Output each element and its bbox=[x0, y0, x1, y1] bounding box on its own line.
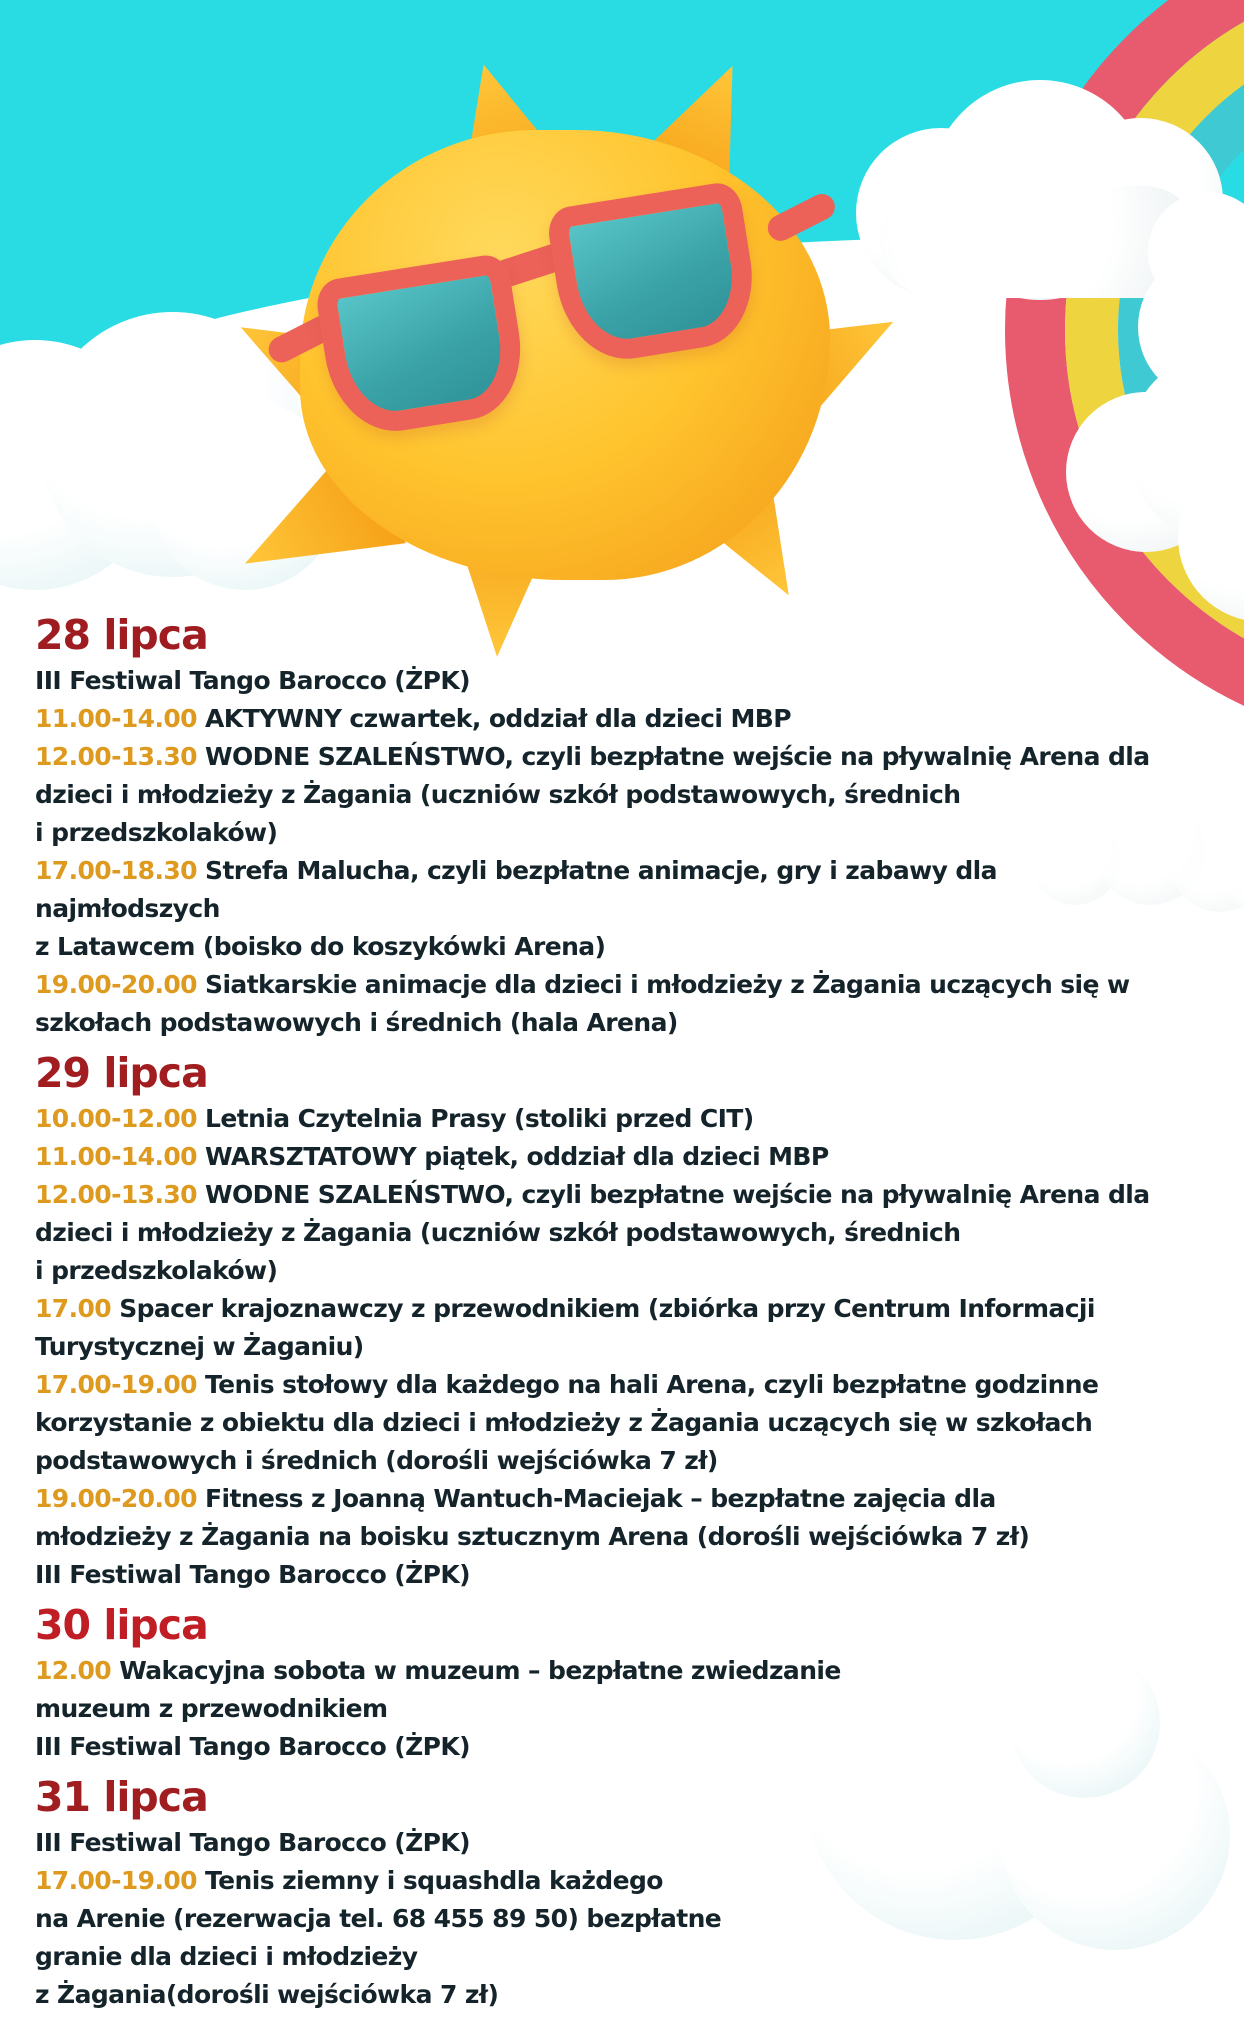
event-line bbox=[35, 1652, 1224, 1690]
event-line bbox=[35, 700, 1224, 738]
event-time: 10.00-12.00 bbox=[35, 1104, 197, 1133]
event-text: Turystycznej w Żaganiu) bbox=[35, 1332, 364, 1361]
event-text: WARSZTATOWY piątek, oddział dla dzieci MBP bbox=[205, 1142, 829, 1171]
event-text: WODNE SZALEŃSTWO, czyli bezpłatne wejście na pływalnię Arena dla bbox=[205, 742, 1150, 771]
event-text: Letnia Czytelnia Prasy (stoliki przed CIT) bbox=[205, 1104, 754, 1133]
event-line bbox=[35, 852, 1224, 890]
event-line bbox=[35, 662, 1224, 700]
event-line bbox=[35, 1900, 1224, 1938]
event-line bbox=[35, 1442, 1224, 1480]
event-line bbox=[35, 1824, 1224, 1862]
event-line bbox=[35, 1328, 1224, 1366]
event-line bbox=[35, 1404, 1224, 1442]
event-text: podstawowych i średnich (dorośli wejściówka 7 zł) bbox=[35, 1446, 718, 1475]
day-section bbox=[35, 1774, 1224, 2014]
event-text: dzieci i młodzieży z Żagania (uczniów szkół podstawowych, średnich bbox=[35, 780, 961, 809]
event-text: muzeum z przewodnikiem bbox=[35, 1694, 388, 1723]
event-text: Fitness z Joanną Wantuch-Maciejak – bezpłatne zajęcia dla bbox=[205, 1484, 996, 1513]
event-line bbox=[35, 1556, 1224, 1594]
event-text: Tenis ziemny i squashdla każdego bbox=[205, 1866, 663, 1895]
event-time: 19.00-20.00 bbox=[35, 970, 197, 999]
event-text: III Festiwal Tango Barocco (ŻPK) bbox=[35, 1560, 470, 1589]
event-text: i przedszkolaków) bbox=[35, 1256, 278, 1285]
event-line bbox=[35, 776, 1224, 814]
event-line bbox=[35, 1214, 1224, 1252]
event-line bbox=[35, 1252, 1224, 1290]
event-time: 11.00-14.00 bbox=[35, 704, 197, 733]
event-line bbox=[35, 814, 1224, 852]
event-text: Tenis stołowy dla każdego na hali Arena, czyli bezpłatne godzinne bbox=[205, 1370, 1099, 1399]
event-text: Strefa Malucha, czyli bezpłatne animacje, gry i zabawy dla bbox=[205, 856, 997, 885]
day-section bbox=[35, 1602, 1224, 1766]
event-time: 17.00-18.30 bbox=[35, 856, 197, 885]
event-line bbox=[35, 1366, 1224, 1404]
event-line bbox=[35, 1976, 1224, 2014]
event-text: WODNE SZALEŃSTWO, czyli bezpłatne wejście na pływalnię Arena dla bbox=[205, 1180, 1150, 1209]
event-line bbox=[35, 1480, 1224, 1518]
event-text: III Festiwal Tango Barocco (ŻPK) bbox=[35, 666, 470, 695]
event-line bbox=[35, 928, 1224, 966]
event-time: 12.00-13.30 bbox=[35, 1180, 197, 1209]
event-time: 17.00 bbox=[35, 1294, 112, 1323]
event-time: 12.00 bbox=[35, 1656, 112, 1685]
event-line bbox=[35, 1176, 1224, 1214]
date-heading: 29 lipca bbox=[35, 1049, 208, 1097]
event-text: III Festiwal Tango Barocco (ŻPK) bbox=[35, 1732, 470, 1761]
event-line bbox=[35, 1004, 1224, 1042]
event-line bbox=[35, 1290, 1224, 1328]
event-line bbox=[35, 1518, 1224, 1556]
event-line bbox=[35, 1690, 1224, 1728]
date-heading: 28 lipca bbox=[35, 611, 208, 659]
event-line bbox=[35, 1862, 1224, 1900]
date-heading: 30 lipca bbox=[35, 1601, 208, 1649]
event-text: z Latawcem (boisko do koszykówki Arena) bbox=[35, 932, 606, 961]
event-line bbox=[35, 966, 1224, 1004]
event-text: dzieci i młodzieży z Żagania (uczniów szkół podstawowych, średnich bbox=[35, 1218, 961, 1247]
event-text: korzystanie z obiektu dla dzieci i młodzieży z Żagania uczących się w szkołach bbox=[35, 1408, 1093, 1437]
event-text: Wakacyjna sobota w muzeum – bezpłatne zwiedzanie bbox=[119, 1656, 841, 1685]
event-line bbox=[35, 1938, 1224, 1976]
day-section bbox=[35, 1050, 1224, 1594]
event-time: 12.00-13.30 bbox=[35, 742, 197, 771]
date-heading: 31 lipca bbox=[35, 1773, 208, 1821]
event-time: 17.00-19.00 bbox=[35, 1370, 197, 1399]
event-line bbox=[35, 738, 1224, 776]
event-text: szkołach podstawowych i średnich (hala Arena) bbox=[35, 1008, 678, 1037]
day-section bbox=[35, 612, 1224, 1042]
event-text: młodzieży z Żagania na boisku sztucznym Arena (dorośli wejściówka 7 zł) bbox=[35, 1522, 1030, 1551]
event-text: Siatkarskie animacje dla dzieci i młodzieży z Żagania uczących się w bbox=[205, 970, 1130, 999]
event-line bbox=[35, 1100, 1224, 1138]
event-text: najmłodszych bbox=[35, 894, 220, 923]
event-text: z Żagania(dorośli wejściówka 7 zł) bbox=[35, 1980, 499, 2009]
event-text: Spacer krajoznawczy z przewodnikiem (zbiórka przy Centrum Informacji bbox=[119, 1294, 1095, 1323]
event-time: 17.00-19.00 bbox=[35, 1866, 197, 1895]
event-line bbox=[35, 1138, 1224, 1176]
event-text: III Festiwal Tango Barocco (ŻPK) bbox=[35, 1828, 470, 1857]
event-line bbox=[35, 890, 1224, 928]
event-text: na Arenie (rezerwacja tel. 68 455 89 50) bezpłatne bbox=[35, 1904, 722, 1933]
event-time: 11.00-14.00 bbox=[35, 1142, 197, 1171]
event-line bbox=[35, 1728, 1224, 1766]
event-text: AKTYWNY czwartek, oddział dla dzieci MBP bbox=[205, 704, 791, 733]
event-text: granie dla dzieci i młodzieży bbox=[35, 1942, 418, 1971]
event-text: i przedszkolaków) bbox=[35, 818, 278, 847]
event-time: 19.00-20.00 bbox=[35, 1484, 197, 1513]
